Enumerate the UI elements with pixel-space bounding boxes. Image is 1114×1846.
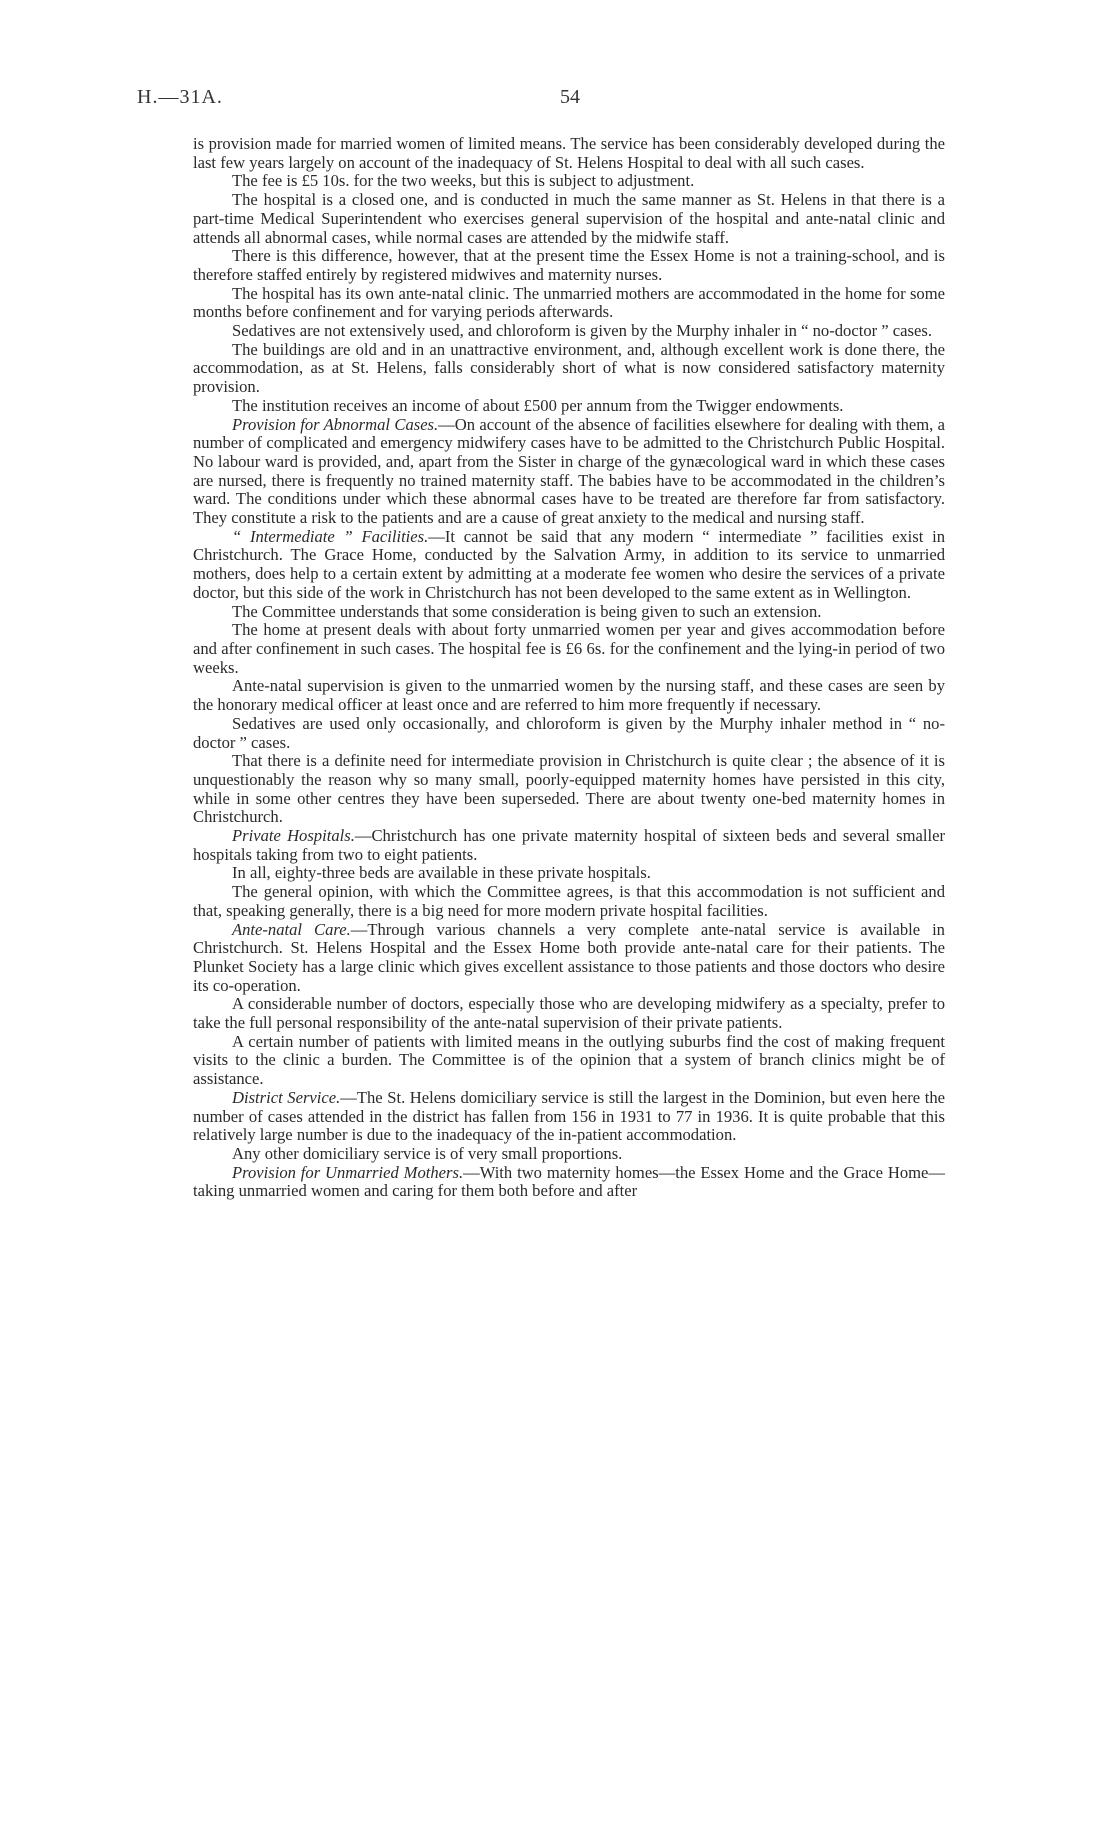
section-heading: Provision for Abnormal Cases. [232, 414, 439, 434]
paragraph: In all, eighty-three beds are available in these private hospitals. [232, 863, 651, 883]
page-number: 54 [560, 86, 580, 108]
paragraph: There is this difference, however, that at the present time the Essex Home is not a training-school, and is therefore staffed entirely by registered midwives and maternity nurses. [193, 246, 945, 284]
document-reference: H.—31A. [137, 86, 223, 108]
section-heading: Provision for Unmarried Mothers. [232, 1162, 464, 1182]
paragraph: Provision for Abnormal Cases.—On account of the absence of facilities elsewhere for dealing with them, a number of complicated and emergency midwifery cases have to be admitted to the Christchurch Public Hospital. No labour ward is provided, and, apart from the Sister in charge of the gynæcological ward in which these cases are nursed, there is frequently no trained maternity staff. The babies have to be accommodated in the children’s ward. The conditions under which these abnormal cases have to be treated are therefore far from satisfactory. They constitute a risk to the patients and are a cause of great anxiety to the medical and nursing staff. [193, 414, 946, 528]
paragraph: The general opinion, with which the Committee agrees, is that this accommodation is not sufficient and that, speaking generally, there is a big need for more modern private hospital facilities. [193, 882, 945, 920]
paragraph: A considerable number of doctors, especially those who are developing midwifery as a specialty, prefer to take the full personal responsibility of the ante-natal supervision of their private patients. [193, 994, 945, 1033]
paragraph: “ Intermediate ” Facilities.—It cannot be said that any modern “ intermediate ” facilities exist in Christchurch. The Grace Home, conducted by the Salvation Army, in addition to its service to unmarried mothers, does help to a certain extent by admitting at a moderate fee women who desire the services of a private doctor, but this side of the work in Christchurch has not been developed to the same extent as in Wellington. [193, 526, 945, 602]
paragraph: The home at present deals with about forty unmarried women per year and gives accommodation before and after confinement in such cases. The hospital fee is £6 6s. for the confinement and the lying-in period of two weeks. [193, 620, 945, 677]
paragraph: Ante-natal supervision is given to the unmarried women by the nursing staff, and these cases are seen by the honorary medical officer at least once and are referred to him more frequently if necessary. [193, 676, 945, 715]
paragraph: Ante-natal Care.—Through various channels a very complete ante-natal service is available in Christchurch. St. Helens Hospital and the Essex Home both provide ante-natal care for their patients. The Plunket Society has a large clinic which gives excellent assistance to those patients and those doctors who desire its co-operation. [193, 919, 945, 995]
paragraph: The hospital is a closed one, and is conducted in much the same manner as St. Helens in that there is a part-time Medical Superintendent who exercises general supervision of the hospital and ante-natal clinic and attends all abnormal cases, while normal cases are attended by the midwife staff. [193, 190, 945, 247]
section-heading: District Service. [232, 1087, 341, 1107]
paragraph: Sedatives are used only occasionally, and chloroform is given by the Murphy inhaler method in “ no-doctor ” cases. [193, 713, 945, 752]
paragraph: The fee is £5 10s. for the two weeks, but this is subject to adjustment. [232, 171, 695, 191]
section-heading: “ Intermediate ” Facilities. [232, 526, 429, 546]
paragraph: Sedatives are not extensively used, and chloroform is given by the Murphy inhaler in “ no-doctor ” cases. [232, 321, 932, 341]
paragraph: The Committee understands that some consideration is being given to such an extension. [232, 601, 822, 621]
paragraph: Private Hospitals.—Christchurch has one private maternity hospital of sixteen beds and several smaller hospitals taking from two to eight patients. [193, 826, 945, 864]
section-heading: Private Hospitals. [232, 826, 355, 846]
paragraph: The buildings are old and in an unattractive environment, and, although excellent work is done there, the accommodation, as at St. Helens, falls considerably short of what is now considered satisfactory maternity provision. [193, 339, 945, 397]
paragraph: is provision made for married women of limited means. The service has been considerably developed during the last few years largely on account of the inadequacy of St. Helens Hospital to deal with all such cases. [193, 134, 945, 172]
paragraph: A certain number of patients with limited means in the outlying suburbs find the cost of making frequent visits to the clinic a burden. The Committee is of the opinion that a system of branch clinics might be of assistance. [193, 1031, 945, 1089]
paragraph: That there is a definite need for intermediate provision in Christchurch is quite clear ; the absence of it is unquestionably the reason why so many small, poorly-equipped maternity homes have persisted in this city, while in some other centres they have been superseded. There are about twenty one-bed maternity homes in Christchurch. [193, 751, 945, 827]
paragraph: District Service.—The St. Helens domiciliary service is still the largest in the Dominion, but even here the number of cases attended in the district has fallen from 156 in 1931 to 77 in 1936. It is quite probable that this relatively large number is due to the inadequacy of the in-patient accommodation. [193, 1087, 945, 1145]
section-heading: Ante-natal Care. [232, 919, 351, 939]
paragraph: The institution receives an income of about £500 per annum from the Twigger endowments. [232, 395, 844, 415]
paragraph: Any other domiciliary service is of very small proportions. [232, 1143, 623, 1163]
paragraph: Provision for Unmarried Mothers.—With two maternity homes—the Essex Home and the Grace Home—taking unmarried women and caring for them both before and after [193, 1162, 945, 1201]
body-text [193, 135, 945, 1201]
paragraph: The hospital has its own ante-natal clinic. The unmarried mothers are accommodated in the home for some months before confinement and for varying periods afterwards. [193, 283, 945, 322]
